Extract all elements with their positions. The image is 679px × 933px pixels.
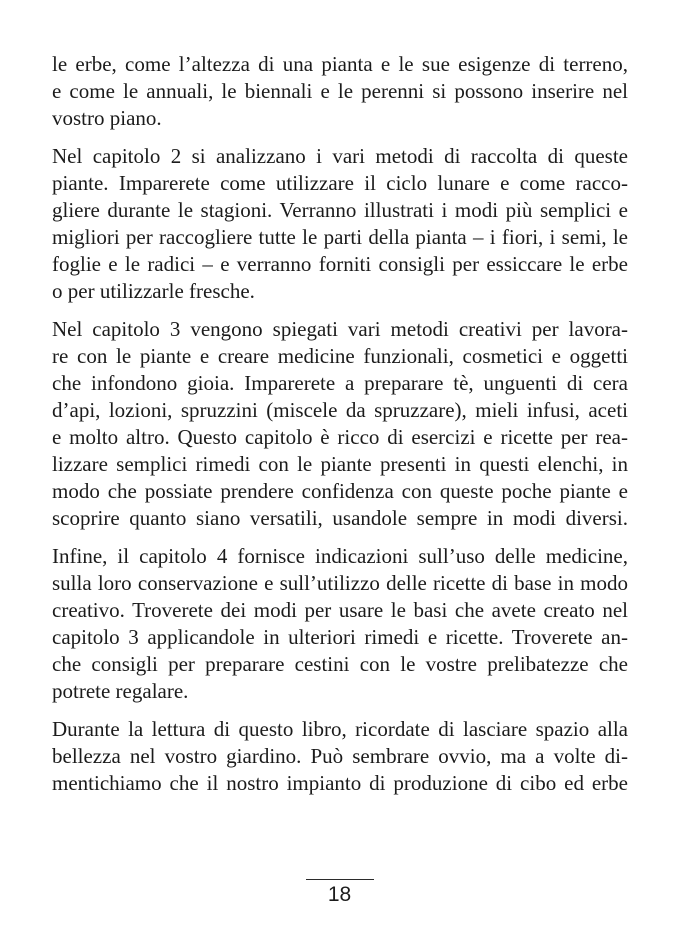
body-text: [52, 51, 628, 797]
footer-rule: [306, 879, 374, 880]
text-line: che infondono gioia. Imparerete a preparare tè, unguenti di cera: [52, 371, 628, 395]
text-line: e molto altro. Questo capitolo è ricco di esercizi e ricette per rea-: [52, 425, 628, 449]
text-line: capitolo 3 applicandole in ulteriori rimedi e ricette. Troverete an-: [52, 625, 628, 649]
text-line: scoprire quanto siano versatili, usandole sempre in modi diversi.: [52, 506, 628, 530]
text-line: potrete regalare.: [52, 679, 189, 703]
text-line: creativo. Troverete dei modi per usare le basi che avete creato nel: [52, 598, 628, 622]
paragraph: [52, 51, 628, 132]
text-line: vostro piano.: [52, 106, 162, 130]
text-line: foglie e le radici – e verranno forniti consigli per essiccare le erbe: [52, 252, 628, 276]
text-line: modo che possiate prendere confidenza con queste poche piante e: [52, 479, 628, 503]
text-line: Nel capitolo 2 si analizzano i vari metodi di raccolta di queste: [52, 144, 628, 168]
page-footer: [0, 879, 679, 906]
text-line: Nel capitolo 3 vengono spiegati vari metodi creativi per lavora-: [52, 317, 628, 341]
paragraph: [52, 716, 628, 797]
text-line: migliori per raccogliere tutte le parti della pianta – i fiori, i semi, le: [52, 225, 628, 249]
paragraph: [52, 543, 628, 705]
text-line: Infine, il capitolo 4 fornisce indicazioni sull’uso delle medicine,: [52, 544, 628, 568]
text-line: che consigli per preparare cestini con le vostre prelibatezze che: [52, 652, 628, 676]
text-line: re con le piante e creare medicine funzionali, cosmetici e oggetti: [52, 344, 628, 368]
text-line: lizzare semplici rimedi con le piante presenti in questi elenchi, in: [52, 452, 628, 476]
paragraph: [52, 316, 628, 532]
text-line: le erbe, come l’altezza di una pianta e le sue esigenze di terreno,: [52, 52, 628, 76]
text-line: o per utilizzarle fresche.: [52, 279, 255, 303]
page-number: 18: [327, 883, 352, 906]
text-line: e come le annuali, le biennali e le perenni si possono inserire nel: [52, 79, 628, 103]
text-line: sulla loro conservazione e sull’utilizzo delle ricette di base in modo: [52, 571, 628, 595]
text-line: gliere durante le stagioni. Verranno illustrati i modi più semplici e: [52, 198, 628, 222]
text-line: d’api, lozioni, spruzzini (miscele da spruzzare), mieli infusi, aceti: [52, 398, 628, 422]
text-line: mentichiamo che il nostro impianto di produzione di cibo ed erbe: [52, 771, 628, 795]
text-line: piante. Imparerete come utilizzare il ciclo lunare e come racco-: [52, 171, 628, 195]
text-line: Durante la lettura di questo libro, ricordate di lasciare spazio alla: [52, 717, 628, 741]
paragraph: [52, 143, 628, 305]
text-line: bellezza nel vostro giardino. Può sembrare ovvio, ma a volte di-: [52, 744, 628, 768]
